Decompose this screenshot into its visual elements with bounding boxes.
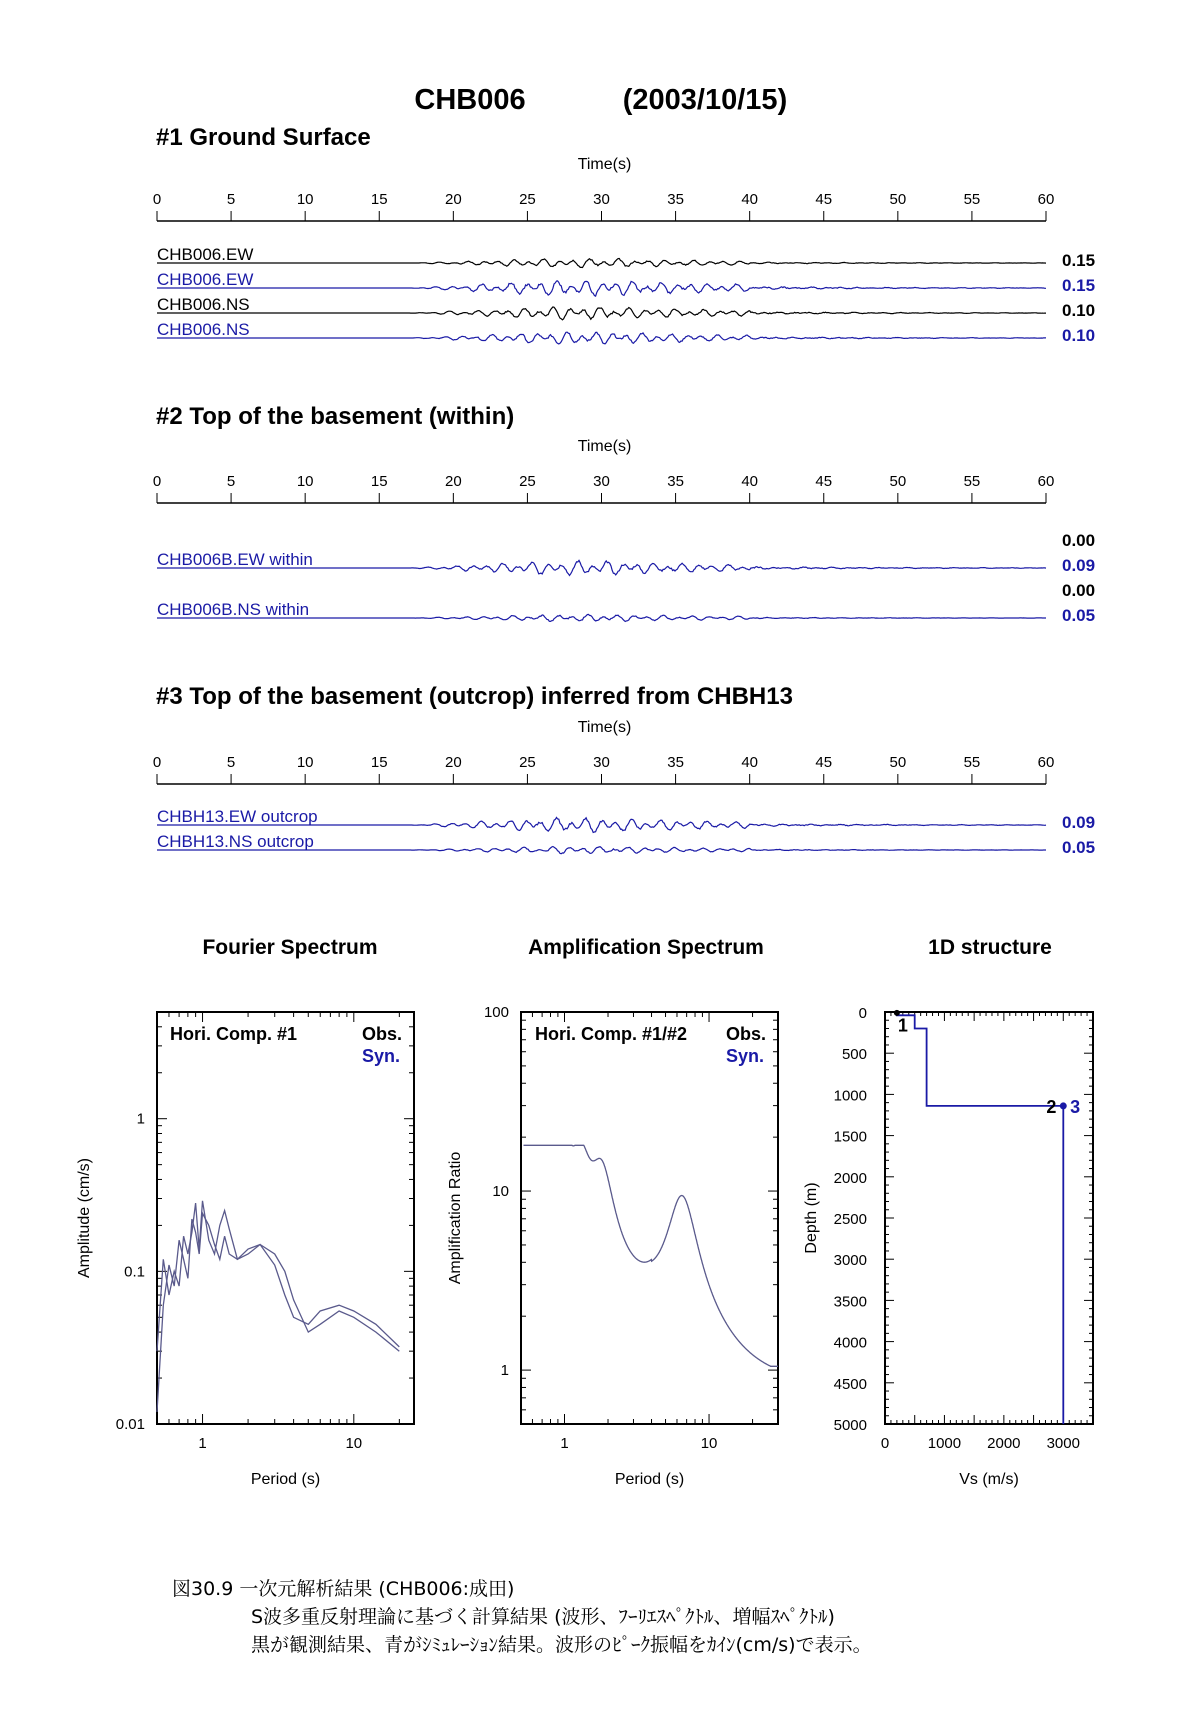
figure-caption	[172, 1575, 872, 1659]
y-tick-label: 1	[136, 1110, 145, 1128]
amp-component-label: Hori. Comp. #1/#2	[535, 1024, 688, 1044]
time-tick-label: 40	[741, 473, 759, 490]
time-tick-label: 35	[667, 191, 684, 208]
time-tick-label: 0	[152, 191, 162, 208]
x-tick-label: 1	[560, 1435, 569, 1452]
trace-label: CHB006.NS	[157, 295, 250, 314]
date-title: (2003/10/15)	[622, 84, 788, 116]
time-tick-label: 5	[226, 754, 236, 771]
y-tick-label: 1000	[833, 1087, 867, 1105]
time-tick-label: 55	[963, 191, 981, 208]
time-axis-label: Time(s)	[577, 719, 632, 736]
time-tick-label: 20	[444, 754, 462, 771]
waveform-trace	[157, 332, 1046, 344]
caption-line-1: 図30.9 一次元解析結果 (CHB006:成田)	[172, 1578, 515, 1600]
time-tick-label: 5	[226, 473, 236, 490]
fourier-title: Fourier Spectrum	[202, 936, 378, 959]
time-tick-label: 60	[1037, 191, 1055, 208]
plot-frame	[157, 1012, 414, 1424]
y-tick-label: 1500	[833, 1128, 867, 1146]
legend-obs: Obs.	[361, 1024, 402, 1044]
waveform-trace	[157, 281, 1046, 296]
plot-frame	[521, 1012, 778, 1424]
time-tick-label: 35	[667, 473, 684, 490]
fourier-component-label: Hori. Comp. #1	[170, 1024, 298, 1044]
time-tick-label: 55	[963, 754, 981, 771]
fourier-y-label: Amplitude (cm/s)	[76, 1157, 93, 1279]
time-tick-label: 15	[370, 191, 388, 208]
structure-title: 1D structure	[928, 936, 1052, 959]
structure-chart	[803, 1005, 1093, 1488]
caption-line-3: 黒が観測結果、青がｼﾐｭﾚｰｼｮﾝ結果。波形のﾋﾟｰｸ振幅をｶｲﾝ(cm/s)で表示。	[251, 1634, 872, 1656]
time-tick-label: 25	[519, 754, 536, 771]
time-tick-label: 60	[1037, 473, 1055, 490]
time-tick-label: 50	[889, 191, 907, 208]
section-1-title: #1 Ground Surface	[156, 124, 371, 151]
trace-label: CHBH13.EW outcrop	[157, 807, 318, 826]
time-tick-label: 50	[889, 473, 907, 490]
time-tick-label: 40	[741, 191, 759, 208]
amp-y-label: Amplification Ratio	[447, 1151, 464, 1285]
peak-amplitude: 0.09	[1062, 813, 1096, 832]
legend-obs: Obs.	[725, 1024, 766, 1044]
time-tick-label: 20	[444, 473, 462, 490]
time-tick-label: 10	[296, 473, 314, 490]
time-tick-label: 45	[815, 473, 833, 490]
amplification-title: Amplification Spectrum	[528, 936, 764, 959]
peak-amplitude: 0.00	[1062, 531, 1096, 550]
peak-amplitude: 0.15	[1062, 276, 1096, 295]
time-tick-label: 60	[1037, 754, 1055, 771]
y-tick-label: 3000	[833, 1252, 867, 1270]
time-tick-label: 35	[667, 754, 684, 771]
y-tick-label: 1	[500, 1362, 509, 1380]
y-tick-label: 10	[492, 1183, 509, 1201]
time-tick-label: 5	[226, 191, 236, 208]
layer-number: 2	[1046, 1096, 1057, 1117]
y-tick-label: 4500	[833, 1375, 867, 1393]
trace-label: CHBH13.NS outcrop	[157, 832, 314, 851]
section-2-title: #2 Top of the basement (within)	[156, 403, 515, 430]
x-tick-label: 10	[700, 1435, 718, 1452]
trace-label: CHB006.NS	[157, 320, 250, 339]
caption-line-2: S波多重反射理論に基づく計算結果 (波形、ﾌｰﾘｴｽﾍﾟｸﾄﾙ、増幅ｽﾍﾟｸﾄﾙ)	[251, 1606, 835, 1628]
x-tick-label: 1	[198, 1435, 207, 1452]
y-tick-label: 2500	[833, 1211, 867, 1228]
fourier-spectrum-chart	[76, 1012, 414, 1488]
time-tick-label: 0	[152, 473, 162, 490]
time-tick-label: 10	[296, 754, 314, 771]
time-tick-label: 40	[741, 754, 759, 771]
peak-amplitude: 0.10	[1062, 326, 1096, 345]
structure-y-label: Depth (m)	[803, 1182, 820, 1254]
structure-x-label: Vs (m/s)	[959, 1471, 1019, 1488]
legend-syn: Syn.	[361, 1046, 400, 1066]
peak-amplitude: 0.09	[1062, 556, 1096, 575]
x-tick-label: 0	[880, 1435, 890, 1452]
x-tick-label: 2000	[987, 1435, 1021, 1452]
time-tick-label: 10	[296, 191, 314, 208]
amplification-spectrum-chart	[447, 1004, 778, 1488]
time-axis-label: Time(s)	[577, 156, 632, 173]
peak-amplitude: 0.05	[1062, 606, 1096, 625]
y-tick-label: 5000	[833, 1417, 867, 1434]
station-title: CHB006	[414, 84, 526, 116]
time-tick-label: 0	[152, 754, 162, 771]
section-1-waveforms	[153, 156, 1095, 345]
time-tick-label: 50	[889, 754, 907, 771]
trace-label: CHB006B.NS within	[157, 600, 310, 619]
plot-frame	[885, 1012, 1093, 1424]
time-tick-label: 30	[593, 754, 610, 771]
y-tick-label: 0	[858, 1005, 867, 1022]
trace-label: CHB006.EW	[157, 270, 254, 289]
fourier-x-label: Period (s)	[250, 1471, 321, 1488]
section-3-waveforms	[153, 719, 1095, 857]
time-tick-label: 45	[815, 754, 833, 771]
fourier-series-line	[157, 1213, 399, 1412]
time-tick-label: 15	[370, 473, 388, 490]
waveform-trace	[157, 259, 1046, 268]
trace-label: CHB006.EW	[157, 245, 254, 264]
vs-profile-line	[897, 1012, 1063, 1424]
time-tick-label: 30	[593, 473, 610, 490]
time-tick-label: 45	[815, 191, 833, 208]
interface-marker	[1060, 1102, 1067, 1109]
x-tick-label: 1000	[927, 1435, 962, 1452]
peak-amplitude: 0.05	[1062, 838, 1096, 857]
y-tick-label: 2000	[833, 1169, 867, 1187]
time-tick-label: 30	[593, 191, 610, 208]
y-tick-label: 0.01	[115, 1416, 145, 1433]
x-tick-label: 10	[345, 1435, 363, 1452]
peak-amplitude: 0.00	[1062, 581, 1096, 600]
waveform-trace	[157, 307, 1046, 320]
time-tick-label: 55	[963, 473, 981, 490]
time-axis-label: Time(s)	[577, 438, 632, 455]
time-tick-label: 20	[444, 191, 462, 208]
amplification-series-line	[524, 1145, 779, 1366]
time-tick-label: 15	[370, 754, 388, 771]
section-3-title: #3 Top of the basement (outcrop) inferred from CHBH13	[156, 683, 793, 710]
y-tick-label: 4000	[833, 1334, 867, 1352]
legend-syn: Syn.	[725, 1046, 764, 1066]
peak-amplitude: 0.10	[1062, 301, 1096, 320]
layer-number: 1	[897, 1015, 908, 1036]
y-tick-label: 100	[483, 1004, 509, 1021]
peak-amplitude: 0.15	[1062, 251, 1096, 270]
x-tick-label: 3000	[1046, 1435, 1080, 1452]
section-2-waveforms	[153, 438, 1095, 625]
y-tick-label: 500	[841, 1046, 867, 1064]
trace-label: CHB006B.EW within	[157, 550, 313, 569]
y-tick-label: 3500	[833, 1293, 867, 1311]
y-tick-label: 0.1	[124, 1263, 145, 1281]
layer-number: 3	[1070, 1096, 1081, 1117]
time-tick-label: 25	[519, 473, 536, 490]
amp-x-label: Period (s)	[614, 1471, 685, 1488]
time-tick-label: 25	[519, 191, 536, 208]
